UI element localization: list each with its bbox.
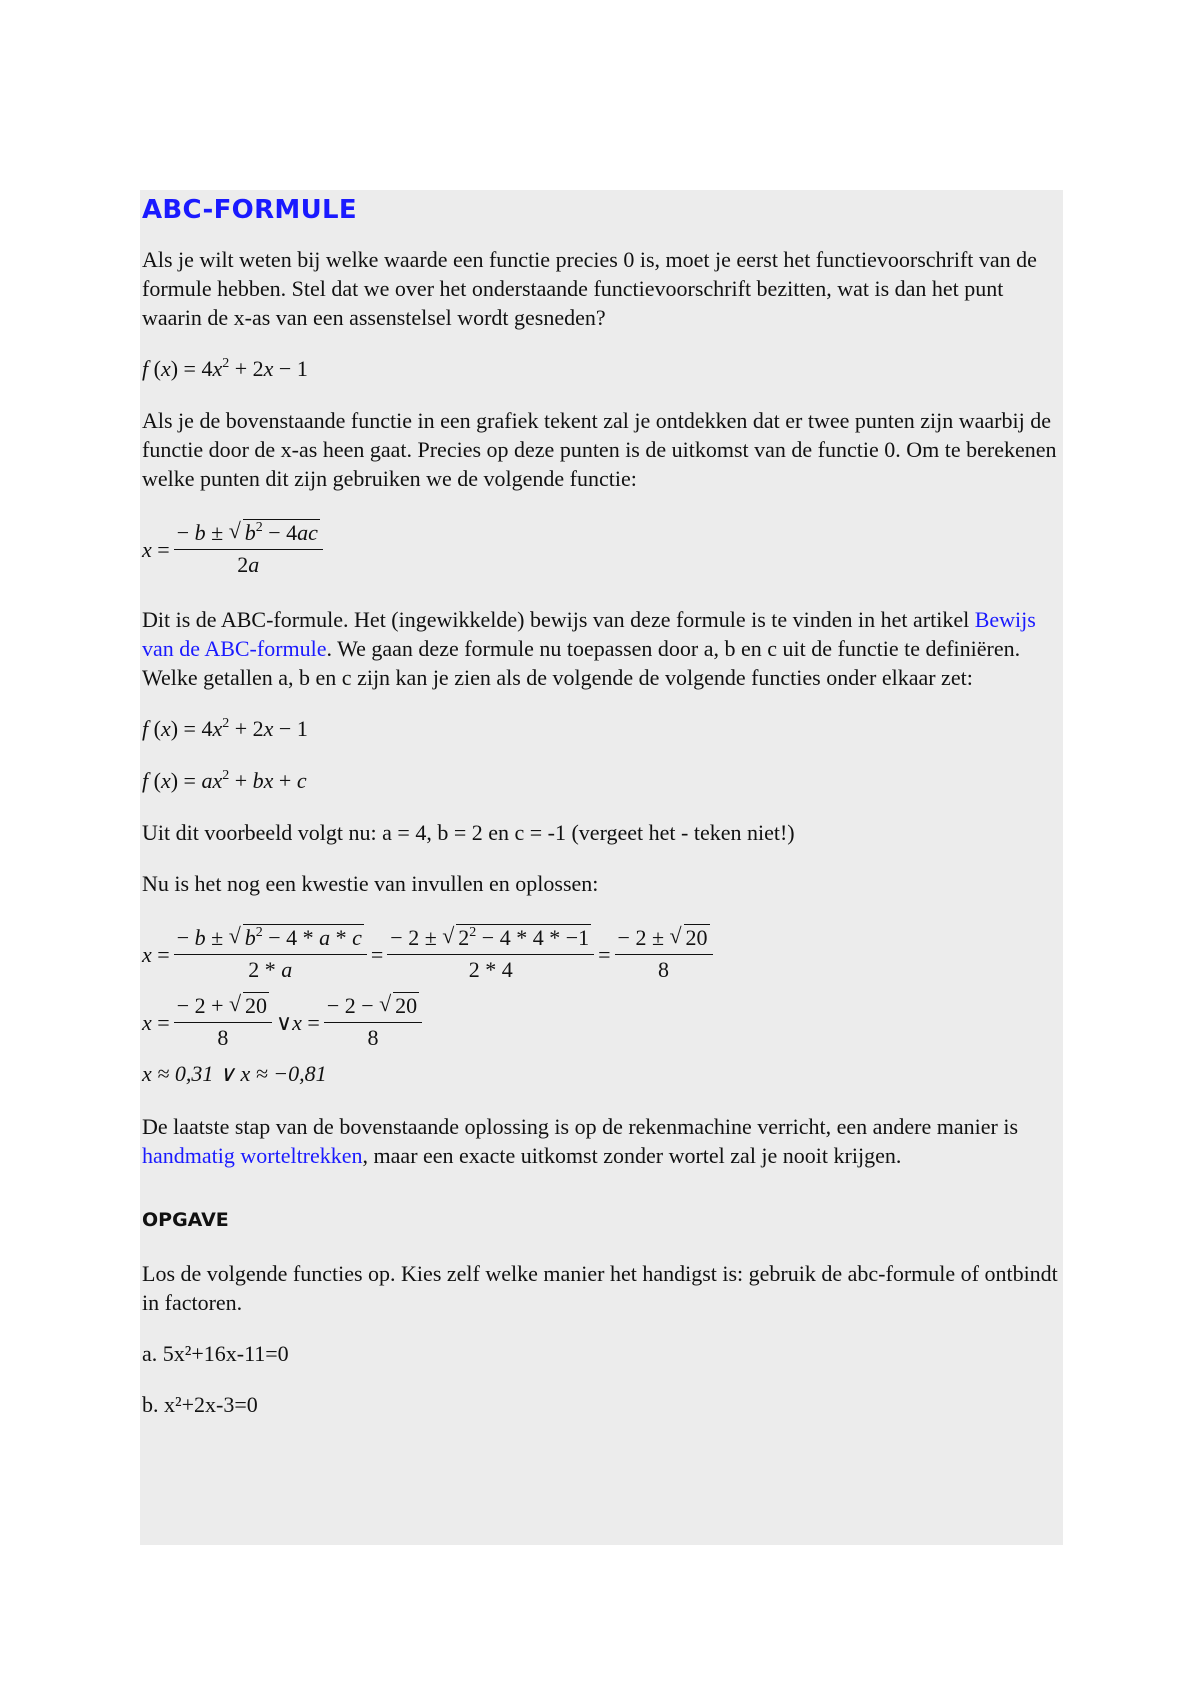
solve-paragraph: Nu is het nog een kwestie van invullen en oplossen: (142, 871, 599, 896)
abc-paragraph: Dit is de ABC-formule. Het (ingewikkelde) bewijs van deze formule is te vinden in het artikel Bewijs van de ABC-formule. We gaan deze formule nu toepassen door a, b en c uit de functie te definiëren. Welke getallen a, b en c zijn kan je zien als de volgende de volgende functies onder elkaar zet: (142, 607, 1036, 690)
exercise-a: a. 5x²+16x-11=0 (142, 1341, 289, 1366)
approx-result: x ≈ 0,31 ∨ x ≈ −0,81 (142, 1060, 327, 1086)
intro-paragraph: Als je wilt weten bij welke waarde een functie precies 0 is, moet je eerst het functievoorschrift van de formule hebben. Stel dat we over het onderstaande functievoorschrift bezitten, wat is dan het punt waarin de x-as van een assenstelsel wordt gesneden? (142, 247, 1037, 330)
function-definition: f $(x) = 4x^2 + 2x - 1$ (142, 356, 308, 381)
exercise-intro: Los de volgende functies op. Kies zelf welke manier het handigst is: gebruik de abc-formule of ontbindt in factoren. (142, 1261, 1058, 1315)
exercise-b: b. x²+2x-3=0 (142, 1392, 258, 1417)
proof-link[interactable]: Bewijs van de ABC-formule (142, 607, 1036, 661)
article (142, 192, 1062, 1441)
graph-paragraph: Als je de bovenstaande functie in een grafiek tekent zal je ontdekken dat er twee punten zijn waarbij de functie door de x-as heen gaat. Precies op deze punten is de uitkomst van de functie 0. Om te berekenen welke punten dit zijn gebruiken we de volgende functie: (142, 408, 1057, 491)
function-specific: f $(x) = 4x^2 + 2x - 1$ (142, 716, 308, 741)
coefficients-paragraph: Uit dit voorbeeld volgt nu: a = 4, b = 2 en c = -1 (vergeet het - teken niet!) (142, 820, 795, 845)
root-link[interactable]: handmatig worteltrekken (142, 1143, 363, 1168)
function-general: f $(x) = ax^2$ + bx + c (142, 768, 307, 793)
exercise-heading: OPGAVE (142, 1209, 229, 1231)
calculator-paragraph: De laatste stap van de bovenstaande oplossing is op de rekenmachine verricht, een andere manier is handmatig worteltrekken, maar een exacte uitkomst zonder wortel zal je nooit krijgen. (142, 1114, 1019, 1168)
solution-steps: x = $\frac{- b \pm √ b^2 - 4 * a * c}{2 * a}$ = $\frac{- 2 \pm √ 2^2 - 4 * 4 * -1}{2 * 4}$ = $\frac{- 2 \pm √ 20}{8}$ x = $\frac{- 2 + √ 20}{8}$ ∨ x = $\frac{- 2 - √ 20}{8}$ x ≈ 0,31 ∨ x ≈ −0,81 (142, 920, 1062, 1090)
page-title: ABC-FORMULE (142, 195, 357, 225)
abc-formula: x = $\frac{- b \pm √ b^2 - 4ac}{2a}$ (142, 515, 1062, 583)
